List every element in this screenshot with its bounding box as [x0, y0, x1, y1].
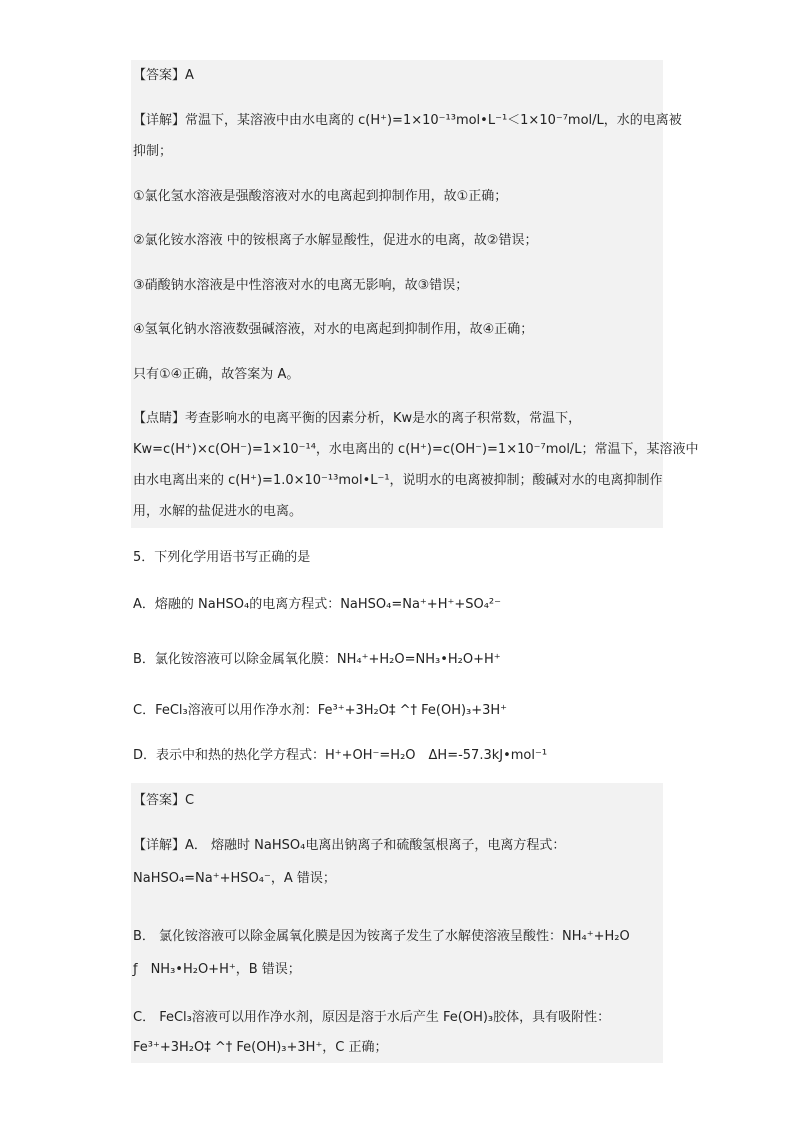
option-a: A．熔融的 NaHSO₄的电离方程式：NaHSO₄=Na⁺+H⁺+SO₄²⁻: [133, 597, 501, 612]
detail-line: ②氯化铵水溶液 中的铵根离子水解显酸性，促进水的电离，故②错误；: [133, 233, 538, 248]
detail-line: ③硝酸钠水溶液是中性溶液对水的电离无影响，故③错误；: [133, 278, 469, 293]
comment-line: 由水电离出来的 c(H⁺)=1.0×10⁻¹³mol•L⁻¹，说明水的电离被抑制；酸碱对水的电离抑制作: [133, 473, 663, 488]
detail-line: 抑制；: [133, 144, 173, 159]
comment-line: Kw=c(H⁺)×c(OH⁻)=1×10⁻¹⁴，水电离出的 c(H⁺)=c(OH⁻)=1×10⁻⁷mol/L；常温下，某溶液中: [133, 442, 699, 457]
detail-line: Fe³⁺+3H₂O‡ ^† Fe(OH)₃+3H⁺，C 正确；: [133, 1040, 388, 1055]
detail-line: B． 氯化铵溶液可以除金属氧化膜是因为铵离子发生了水解使溶液呈酸性：NH₄⁺+H₂O: [133, 929, 630, 944]
option-d: D．表示中和热的热化学方程式：H⁺+OH⁻=H₂O ΔH=-57.3kJ•mol⁻¹: [133, 748, 548, 763]
detail-line: C． FeCl₃溶液可以用作净水剂，原因是溶于水后产生 Fe(OH)₃胶体，具有吸附性：: [133, 1010, 611, 1025]
comment-line: 用，水解的盐促进水的电离。: [133, 504, 303, 519]
detail-line: ƒ NH₃•H₂O+H⁺，B 错误；: [133, 962, 301, 977]
detail-line: ①氯化氢水溶液是强酸溶液对水的电离起到抑制作用，故①正确；: [133, 189, 508, 204]
detail-line: 【详解】常温下，某溶液中由水电离的 c(H⁺)=1×10⁻¹³mol•L⁻¹＜1×10⁻⁷mol/L，水的电离被: [133, 113, 682, 128]
answer-label: 【答案】C: [133, 793, 195, 808]
question-stem: 5．下列化学用语书写正确的是: [133, 550, 311, 565]
option-c: C．FeCl₃溶液可以用作净水剂：Fe³⁺+3H₂O‡ ^† Fe(OH)₃+3H⁺: [133, 703, 508, 718]
option-b: B．氯化铵溶液可以除金属氧化膜：NH₄⁺+H₂O=NH₃•H₂O+H⁺: [133, 652, 501, 667]
detail-line: NaHSO₄=Na⁺+HSO₄⁻，A 错误；: [133, 871, 336, 886]
detail-line: ④氢氧化钠水溶液数强碱溶液，对水的电离起到抑制作用，故④正确；: [133, 322, 534, 337]
detail-line: 【详解】A． 熔融时 NaHSO₄电离出钠离子和硫酸氢根离子，电离方程式：: [133, 838, 566, 853]
detail-line: 只有①④正确，故答案为 A。: [133, 367, 300, 382]
answer-label: 【答案】A: [133, 68, 194, 83]
comment-line: 【点睛】考查影响水的电离平衡的因素分析，Kw是水的离子积常数，常温下，: [133, 411, 582, 426]
